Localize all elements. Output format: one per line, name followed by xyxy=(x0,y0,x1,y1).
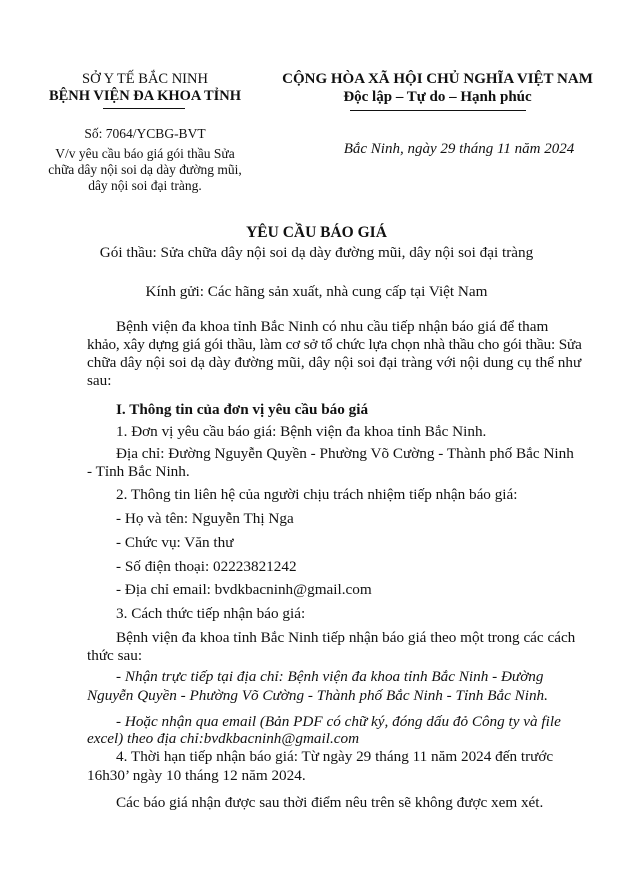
subject-line-3: dây nội soi đại tràng. xyxy=(88,178,202,193)
contact-email: - Địa chỉ email: bvdkbacninh@gmail.com xyxy=(116,581,372,598)
address-line-1: Địa chỉ: Đường Nguyễn Quyền - Phường Võ Cường - Thành phố Bắc Ninh xyxy=(116,445,574,462)
recipient: Kính gửi: Các hãng sản xuất, nhà cung cấp tại Việt Nam xyxy=(145,283,488,300)
address-line-2: - Tỉnh Bắc Ninh. xyxy=(87,463,190,480)
place-date: Bắc Ninh, ngày 29 tháng 11 năm 2024 xyxy=(343,141,575,157)
intro-line-3: chữa dây nội soi dạ dày đường mũi, dây nội soi đại tràng với nội dung cụ thể như xyxy=(87,354,582,371)
item-4-line-2: 16h30’ ngày 10 tháng 12 năm 2024. xyxy=(87,767,306,784)
contact-position: - Chức vụ: Văn thư xyxy=(116,534,234,551)
intro-line-2: khảo, xây dựng giá gói thầu, làm cơ sở tổ chức lựa chọn nhà thầu cho gói thầu: Sửa xyxy=(87,336,582,353)
section-1-heading: I. Thông tin của đơn vị yêu cầu báo giá xyxy=(116,401,369,418)
closing-note: Các báo giá nhận được sau thời điểm nêu trên sẽ không được xem xét. xyxy=(116,794,544,811)
nation-name: CỘNG HÒA XÃ HỘI CHỦ NGHĨA VIỆT NAM xyxy=(282,71,593,87)
method-2-line-1: - Hoặc nhận qua email (Bản PDF có chữ ký, đóng dấu đỏ Công ty và file xyxy=(116,713,561,730)
methods-intro-line-1: Bệnh viện đa khoa tỉnh Bắc Ninh tiếp nhận báo giá theo một trong các cách xyxy=(116,629,576,646)
item-4-line-1: 4. Thời hạn tiếp nhận báo giá: Từ ngày 29 tháng 11 năm 2024 đến trước xyxy=(116,748,554,765)
method-1-line-1: - Nhận trực tiếp tại địa chỉ: Bệnh viện đa khoa tỉnh Bắc Ninh - Đường xyxy=(116,668,544,685)
contact-name: - Họ và tên: Nguyễn Thị Nga xyxy=(116,510,294,527)
document-number: Số: 7064/YCBG-BVT xyxy=(84,126,206,141)
item-3: 3. Cách thức tiếp nhận báo giá: xyxy=(116,605,306,622)
hospital-name: BỆNH VIỆN ĐA KHOA TỈNH xyxy=(48,88,242,104)
subject-line-2: chữa dây nội soi dạ dày đường mũi, xyxy=(48,162,242,177)
package-name: Gói thầu: Sửa chữa dây nội soi dạ dày đường mũi, dây nội soi đại tràng xyxy=(99,244,534,261)
method-1-line-2: Nguyễn Quyền - Phường Võ Cường - Thành phố Bắc Ninh - Tỉnh Bắc Ninh. xyxy=(87,687,548,704)
motto-underline xyxy=(350,110,526,111)
agency-name: SỞ Y TẾ BẮC NINH xyxy=(82,71,208,87)
hospital-underline xyxy=(103,108,185,109)
methods-intro-line-2: thức sau: xyxy=(87,647,143,664)
document-title: YÊU CẦU BÁO GIÁ xyxy=(246,224,387,241)
intro-line-4: sau: xyxy=(87,372,112,389)
intro-line-1: Bệnh viện đa khoa tỉnh Bắc Ninh có nhu cầu tiếp nhận báo giá để tham xyxy=(116,318,549,335)
national-motto: Độc lập – Tự do – Hạnh phúc xyxy=(343,89,532,105)
subject-line-1: V/v yêu cầu báo giá gói thầu Sửa xyxy=(55,146,235,161)
method-2-line-2: excel) theo địa chỉ:bvdkbacninh@gmail.com xyxy=(87,730,360,747)
item-1: 1. Đơn vị yêu cầu báo giá: Bệnh viện đa khoa tỉnh Bắc Ninh. xyxy=(116,423,487,440)
contact-phone: - Số điện thoại: 02223821242 xyxy=(116,558,297,575)
item-2: 2. Thông tin liên hệ của người chịu trách nhiệm tiếp nhận báo giá: xyxy=(116,486,518,503)
